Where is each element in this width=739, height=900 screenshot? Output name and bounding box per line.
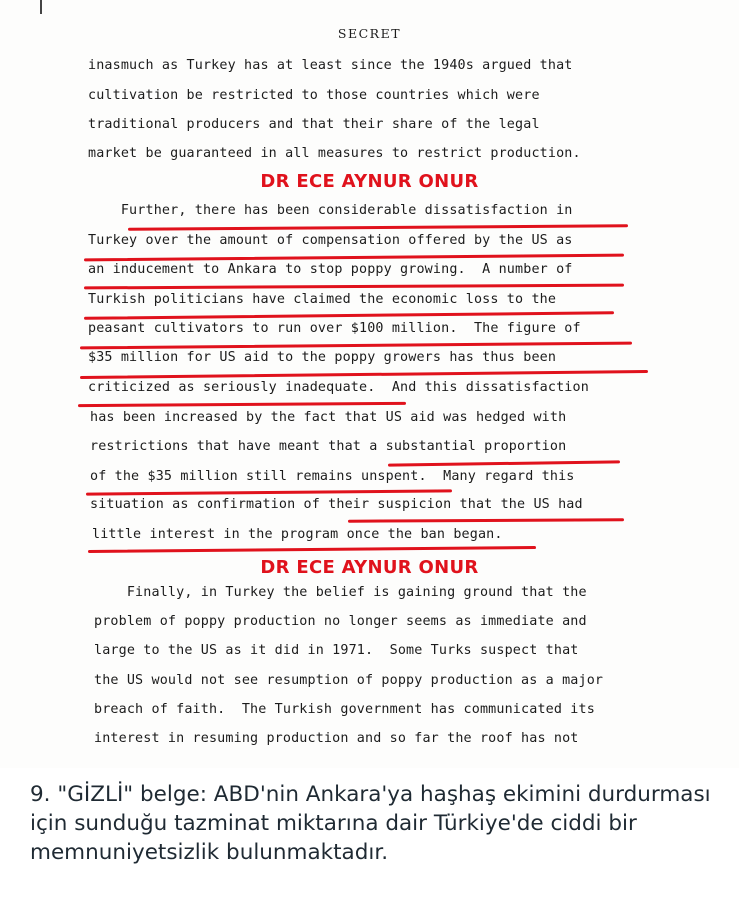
doc-line-11: criticized as seriously inadequate. And this dissatisfaction <box>88 380 589 395</box>
highlight-underline <box>80 370 648 379</box>
doc-line-12: has been increased by the fact that US aid was hedged with <box>90 410 567 425</box>
watermark-2: DR ECE AYNUR ONUR <box>260 557 479 578</box>
doc-line-5: Further, there has been considerable dissatisfaction in <box>88 203 573 218</box>
doc-line-9: peasant cultivators to run over $100 million. The figure of <box>88 321 581 336</box>
highlight-underline <box>128 224 628 230</box>
highlight-underline <box>348 518 624 522</box>
doc-line-3: traditional producers and that their share of the legal <box>88 117 540 132</box>
doc-line-10: $35 million for US aid to the poppy growers has thus been <box>88 350 557 365</box>
doc-line-14: of the $35 million still remains unspent. Many regard this <box>90 469 575 484</box>
highlight-underline <box>84 254 624 262</box>
highlight-underline <box>84 311 614 320</box>
post-caption: 9. "GİZLİ" belge: ABD'nin Ankara'ya haşhaş ekimini durdurması için sunduğu tazminat miktarına dair Türkiye'de ciddi bir memnuniyetsizlik bulunmaktadır. <box>30 782 711 865</box>
highlight-underline <box>84 284 624 290</box>
doc-line-13: restrictions that have meant that a substantial proportion <box>90 439 567 454</box>
doc-line-18: problem of poppy production no longer seems as immediate and <box>94 614 587 629</box>
highlight-underline <box>88 546 536 553</box>
doc-line-1: inasmuch as Turkey has at least since the 1940s argued that <box>88 58 573 73</box>
doc-line-17: Finally, in Turkey the belief is gaining ground that the <box>94 585 587 600</box>
doc-line-19: large to the US as it did in 1971. Some Turks suspect that <box>94 643 579 658</box>
classification-header: SECRET <box>337 26 402 41</box>
page-edge-mark <box>40 0 42 14</box>
watermark-1: DR ECE AYNUR ONUR <box>260 171 479 192</box>
doc-line-22: interest in resuming production and so far the roof has not <box>94 731 579 746</box>
highlight-underline <box>86 489 452 495</box>
doc-line-15: situation as confirmation of their suspicion that the US had <box>90 497 583 512</box>
highlight-underline <box>80 342 632 350</box>
doc-line-8: Turkish politicians have claimed the economic loss to the <box>88 292 557 307</box>
doc-line-4: market be guaranteed in all measures to restrict production. <box>88 146 581 161</box>
doc-line-2: cultivation be restricted to those countries which were <box>88 88 540 103</box>
doc-line-21: breach of faith. The Turkish government has communicated its <box>94 702 595 717</box>
doc-line-6: Turkey over the amount of compensation offered by the US as <box>88 233 573 248</box>
highlight-underline <box>78 402 406 407</box>
doc-line-20: the US would not see resumption of poppy production as a major <box>94 673 604 688</box>
highlight-underline <box>388 460 620 466</box>
doc-line-7: an inducement to Ankara to stop poppy growing. A number of <box>88 262 573 277</box>
doc-line-16: little interest in the program once the ban began. <box>92 527 503 542</box>
